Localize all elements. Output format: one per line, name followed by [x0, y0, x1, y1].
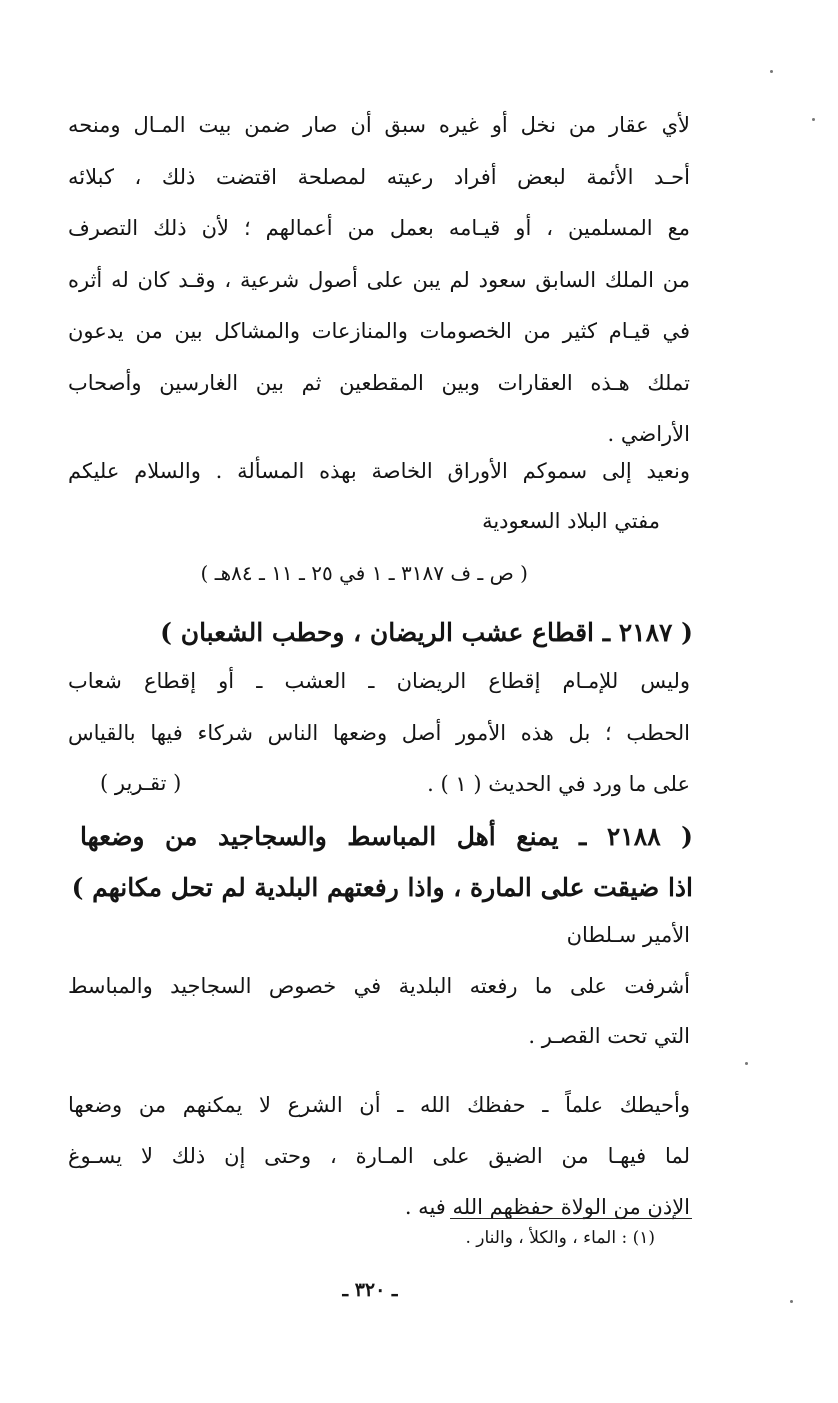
heading-line: اذا ضيقت على المارة ، واذا رفعتهم البلدية لم تحل مكانهم ) [71, 873, 693, 902]
paragraph-1-line: مع المسلمين ، أو قيـامه بعمل من أعمالهم ؛ لأن ذلك التصرف [68, 216, 690, 240]
paragraph-3-line: على ما ورد في الحديث ( ١ ) . [427, 772, 690, 796]
paragraph-5-line: وأحيطك علماً ـ حفظك الله ـ أن الشرع لا يمكنهم من وضعها [68, 1093, 690, 1117]
paragraph-1-line: أحـد الأئمة لبعض أفراد رعيته لمصلحة اقتضت ذلك ، كبلائه [68, 164, 690, 189]
paragraph-1-line: من الملك السابق سعود لم يبن على أصول شرعية ، وقـد كان له أثره [68, 267, 690, 292]
paragraph-4-line: أشرفت على ما رفعته البلدية في خصوص السجاجيد والمباسط [68, 974, 690, 998]
reference-number: ( ص ـ ف ٣١٨٧ ـ ١ في ٢٥ ـ ١١ ـ ٨٤هـ ) [200, 561, 528, 585]
section-heading-2188 [71, 811, 693, 913]
paragraph-5-line: الإذن من الولاة حفظهم الله فيه . [404, 1195, 690, 1219]
paragraph-5-line: لما فيهـا من الضيق على المـارة ، وحتى إن ذلك لا يسـوغ [68, 1144, 690, 1168]
paragraph-1-line: لأي عقار من نخل أو غيره سبق أن صار ضمن بيت المـال ومنحه [68, 113, 690, 137]
source-tag: ( تقـرير ) [100, 771, 182, 795]
paragraph-2-text: ونعيد إلى سموكم الأوراق الخاصة بهذه المسألة . والسلام عليكم [68, 459, 690, 483]
footnote-divider [450, 1218, 692, 1219]
scan-speck [770, 70, 773, 73]
scan-speck [745, 1062, 748, 1065]
paragraph-1 [68, 100, 690, 461]
page-number: ـ ٣٢٠ ـ [342, 1279, 398, 1301]
section-heading-2187: ( ٢١٨٧ ـ اقطاع عشب الريضان ، وحطب الشعبان ) [160, 618, 693, 647]
paragraph-1-line: الأراضي . [607, 422, 690, 446]
paragraph-3-line: الحطب ؛ بل هذه الأمور أصل وضعها الناس شركاء فيها بالقياس [68, 720, 690, 745]
addressee: الأمير سـلطان [566, 923, 690, 947]
signature: مفتي البلاد السعودية [482, 509, 660, 533]
paragraph-1-line: تملك هـذه العقارات وبين المقطعين ثم بين الغارسين وأصحاب [68, 370, 690, 395]
paragraph-3-line: وليس للإمـام إقطاع الريضان ـ العشب ـ أو إقطاع شعاب [68, 669, 690, 693]
paragraph-4 [68, 961, 690, 1061]
scan-speck [812, 118, 815, 121]
paragraph-5 [68, 1080, 690, 1233]
paragraph-1-line: في قيـام كثير من الخصومات والمنازعات والمشاكل بين من يدعون [68, 319, 690, 343]
paragraph-2 [68, 446, 690, 496]
heading-line: ( ٢١٨٨ ـ يمنع أهل المباسط والسجاجيد من وضعها [80, 822, 693, 851]
scan-speck [790, 1300, 793, 1303]
footnote: (١) : الماء ، والكلأ ، والنار . [465, 1228, 655, 1248]
paragraph-4-line: التي تحت القصـر . [528, 1024, 690, 1048]
